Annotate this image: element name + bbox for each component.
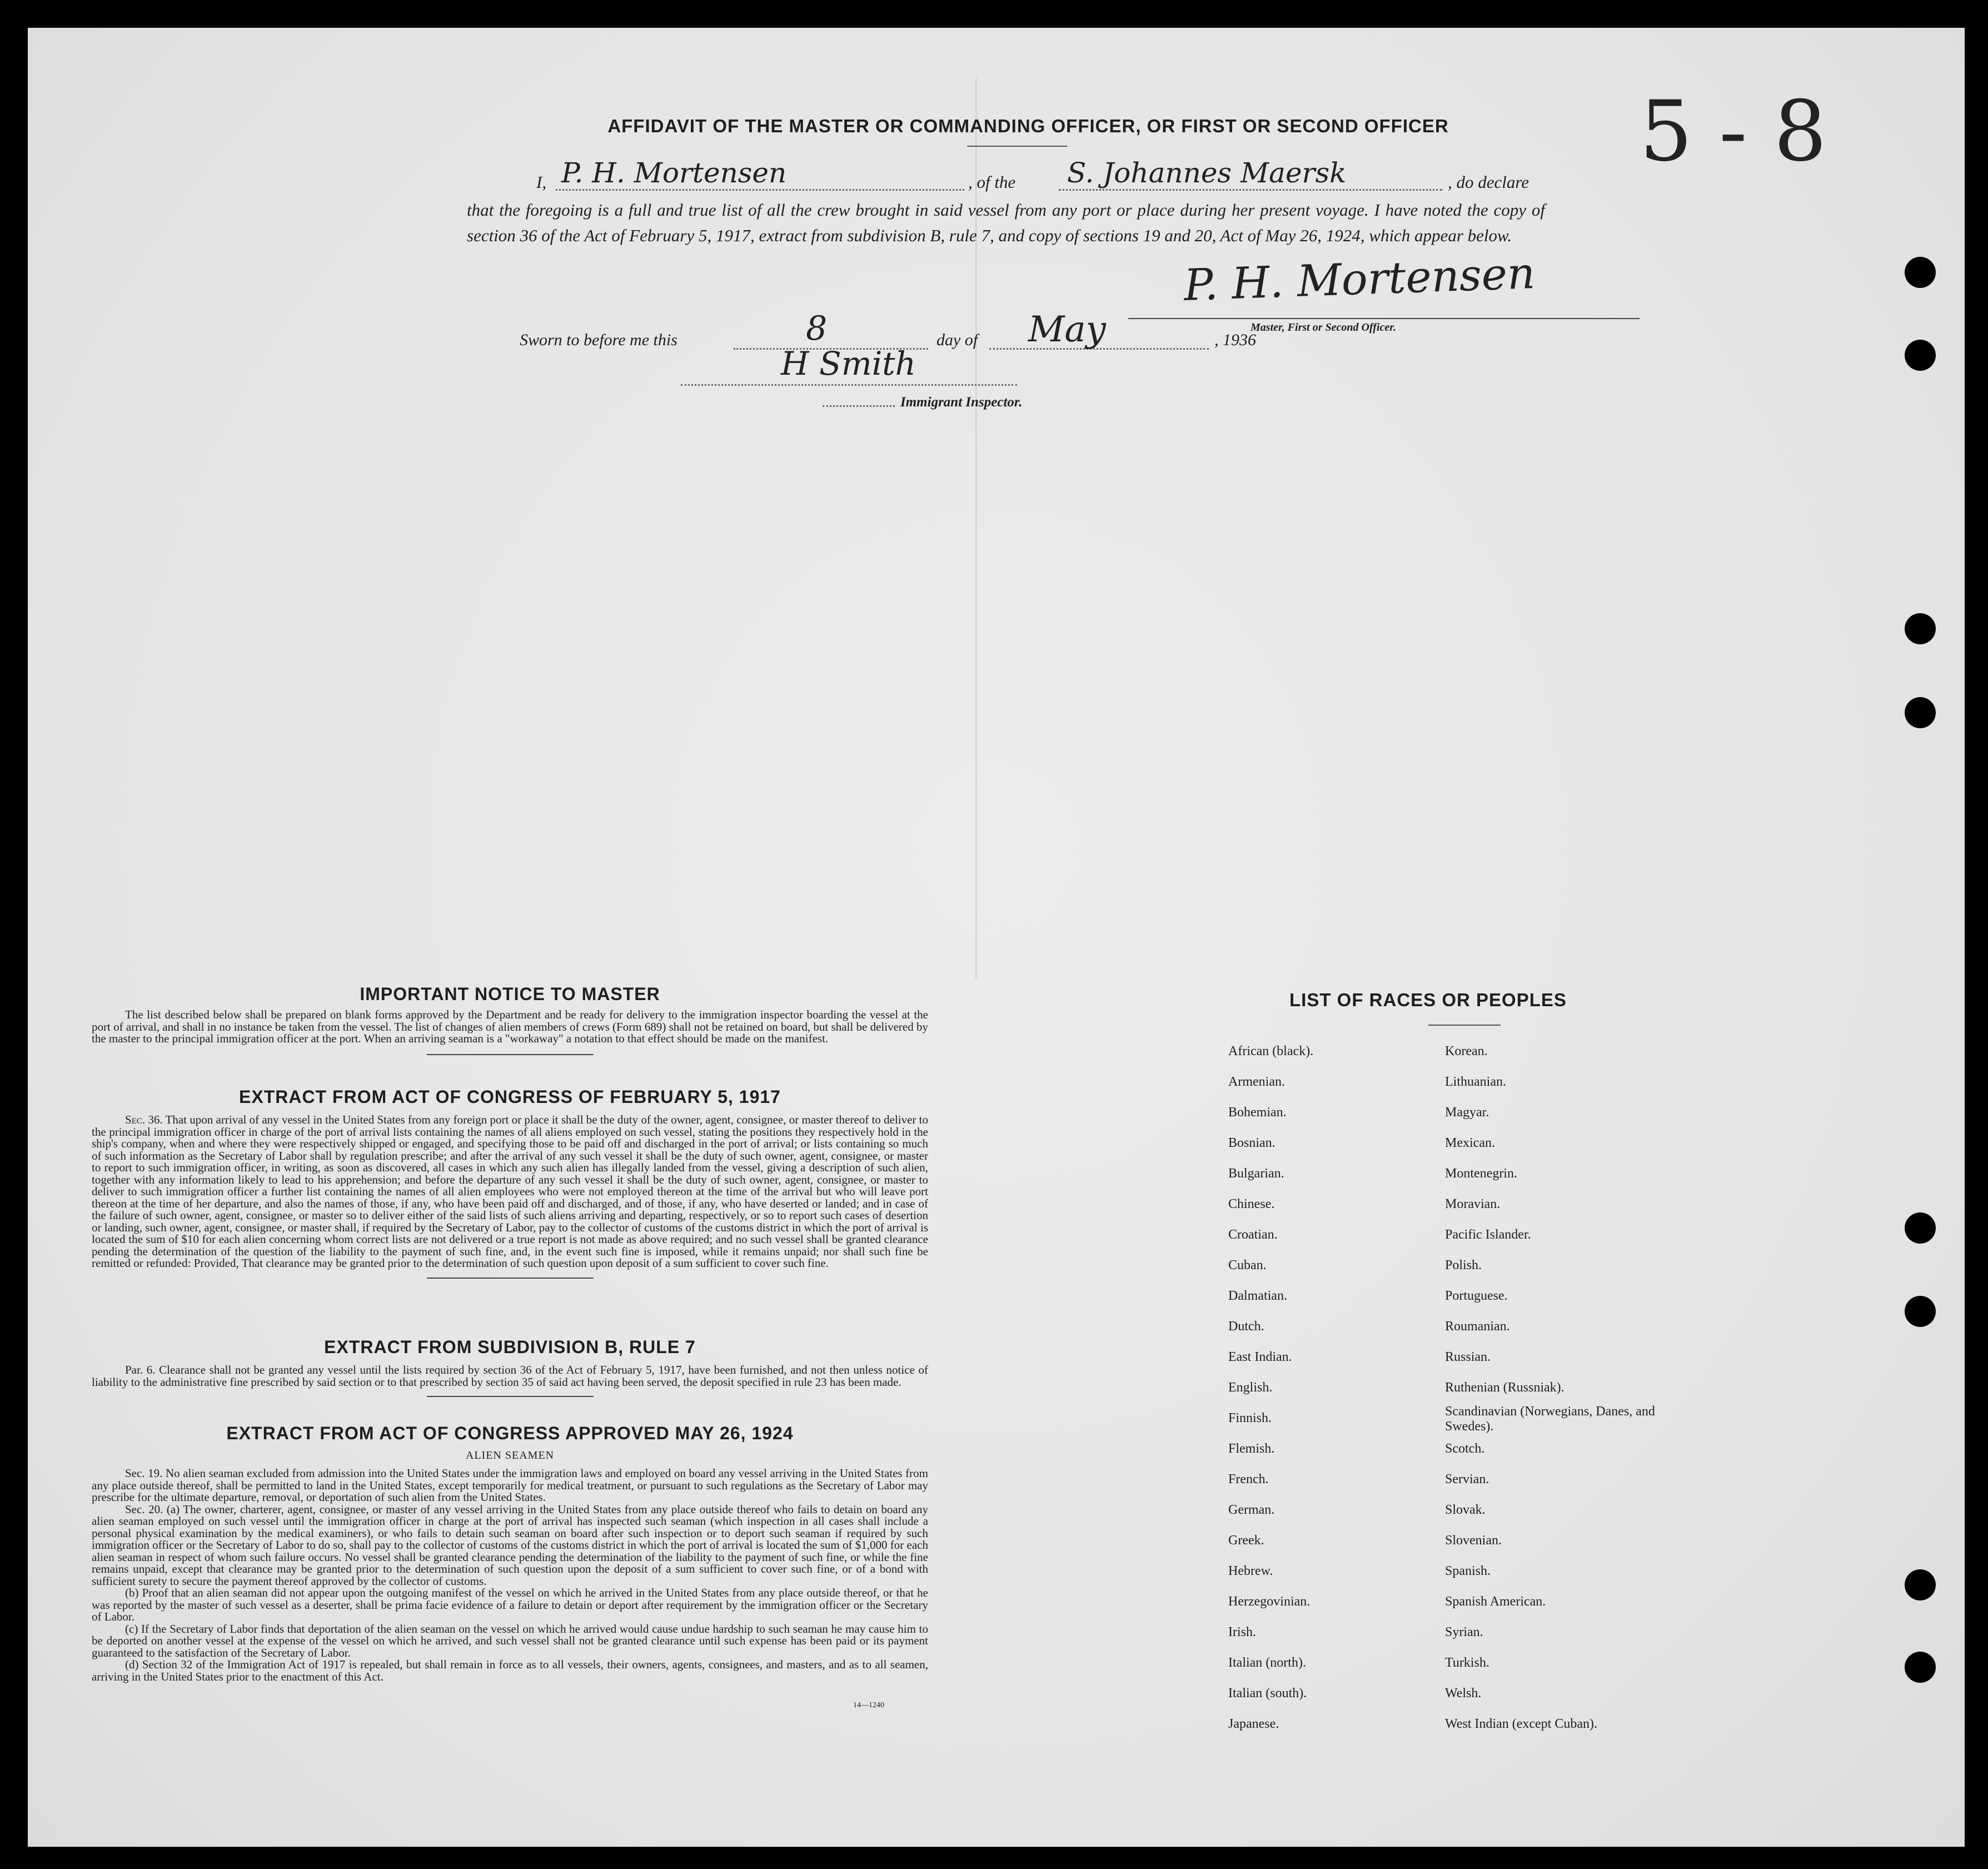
act-1917-title: EXTRACT FROM ACT OF CONGRESS OF FEBRUARY 5, 1917 bbox=[239, 1087, 781, 1107]
race-item: Greek. bbox=[1228, 1533, 1264, 1548]
punch-hole bbox=[1905, 613, 1936, 644]
race-item: Bohemian. bbox=[1228, 1105, 1287, 1120]
sec-20d-text: (d) Section 32 of the Immigration Act of 1917 is repealed, but shall remain in force as to all vessels, their owners, agents, consignees, and masters, and as to all seamen, arriving in the United States prior to the enactment of this Act. bbox=[92, 1658, 928, 1683]
race-item: Bosnian. bbox=[1228, 1136, 1275, 1150]
race-item: Finnish. bbox=[1228, 1411, 1272, 1425]
race-item: Scandinavian (Norwegians, Danes, and Swedes). bbox=[1445, 1404, 1655, 1434]
race-item: Syrian. bbox=[1445, 1625, 1483, 1639]
sworn-label: Sworn to before me this bbox=[520, 331, 677, 349]
race-item: Lithuanian. bbox=[1445, 1075, 1506, 1089]
race-item: Moravian. bbox=[1445, 1197, 1501, 1211]
notice-section bbox=[92, 984, 928, 1055]
race-item: Herzegovinian. bbox=[1228, 1594, 1311, 1609]
race-item: Polish. bbox=[1445, 1258, 1482, 1272]
affidavit-body-text: that the foregoing is a full and true list of all the crew brought in said vessel from any port or place during her present voyage. I have noted the copy of section 36 of the Act of February 5, 1917, extract from subdivision B, rule 7, and copy of sections 19 and 20, Act of May 26, 1924, which appear below. bbox=[467, 200, 1545, 245]
race-item: West Indian (except Cuban). bbox=[1445, 1717, 1597, 1731]
race-item: East Indian. bbox=[1228, 1350, 1292, 1364]
inspector-signature: H Smith bbox=[781, 345, 916, 382]
punch-hole bbox=[1905, 1296, 1936, 1327]
act-1917-body: That upon arrival of any vessel in the United States from any foreign port or place it shall be the duty of the owner, agent, consignee, or master thereof to deliver to the principal immigration officer in charge of the port of arrival lists containing the names of all aliens employed on such vessel, stating the positions they respectively hold in the ship's company, when and where they were respectively shipped or engaged, and specifying those to be paid off and discharged in the port of arrival; or lists containing so much of such information as the Secretary of Labor shall by regulation prescribe; and after the arrival of any such vessel it shall be the duty of such owner, agent, consignee, or master to report to such immigration officer, in writing, as soon as discovered, all cases in which any such alien has illegally landed from the vessel, giving a description of such alien, together with any information likely to lead to his apprehension; and before the departure of any such vessel it shall be the duty of such owner, agent, consignee, or master to deliver to such immigration officer a further list containing the names of all alien employees who were not employed thereon at the time of the arrival but who will leave port thereon at the time of her departure, and also the names of those, if any, who have been paid off and discharged, and of those, if any, who have deserted or landed; and in case of the failure of such owner, agent, consignee, or master so to deliver either of the said lists of such aliens arriving and departing, respectively, or so to report such cases of desertion or landing, such owner, agent, consignee, or master shall, if required by the Secretary of Labor, pay to the collector of customs of the customs district in which the port of arrival is located the sum of $10 for each alien concerning whom correct lists are not delivered or a true report is not made as above required; and no such vessel shall be granted clearance pending the determination of the question of the liability to the payment of such fine, and, in the event such fine is imposed, while it remains unpaid; nor shall such fine be remitted or refunded: Provided, That clearance may be granted prior to the determination of such question upon deposit of a sum sufficient to cover such fine. bbox=[92, 1113, 928, 1270]
punch-hole bbox=[1905, 1569, 1936, 1600]
race-item: Spanish American. bbox=[1445, 1594, 1546, 1609]
punch-hole bbox=[1905, 340, 1936, 371]
race-item: Spanish. bbox=[1445, 1564, 1491, 1578]
act-1917-sec-label: Sec. 36. bbox=[125, 1113, 163, 1126]
act-1924-text bbox=[92, 1468, 928, 1683]
act-1924-subtitle: ALIEN SEAMEN bbox=[465, 1449, 555, 1462]
section-rule bbox=[427, 1396, 594, 1397]
act-1924-title: EXTRACT FROM ACT OF CONGRESS APPROVED MAY 26, 1924 bbox=[226, 1423, 794, 1443]
race-item: French. bbox=[1228, 1472, 1269, 1487]
section-rule bbox=[427, 1278, 594, 1279]
race-item: Servian. bbox=[1445, 1472, 1489, 1487]
punch-hole bbox=[1905, 1652, 1936, 1683]
inspector-label: Immigrant Inspector. bbox=[900, 395, 1023, 410]
affidavit-i-label: I, bbox=[536, 172, 547, 192]
races-title: LIST OF RACES OR PEOPLES bbox=[1289, 990, 1567, 1010]
form-number: 14—1240 bbox=[853, 1701, 884, 1709]
handwritten-page-number: 5 - 8 bbox=[1640, 83, 1827, 180]
race-item: Dutch. bbox=[1228, 1319, 1264, 1334]
rule-7-title: EXTRACT FROM SUBDIVISION B, RULE 7 bbox=[324, 1337, 696, 1357]
race-item: Welsh. bbox=[1445, 1686, 1482, 1701]
day-of-label: day of bbox=[936, 331, 978, 349]
race-item: Chinese. bbox=[1228, 1197, 1275, 1211]
race-item: Italian (north). bbox=[1228, 1656, 1306, 1670]
sec-20b-text: (b) Proof that an alien seaman did not appear upon the outgoing manifest of the vessel on which he arrived in the United States from any place outside thereof, or that he was reported by the master of such vessel as a deserter, shall be prima facie evidence of a failure to detain or deport after requirement by the immigration officer or the Secretary of Labor. bbox=[92, 1586, 928, 1623]
rule-7-section bbox=[92, 1337, 928, 1397]
race-item: Slovak. bbox=[1445, 1503, 1486, 1517]
sec-19-text: Sec. 19. No alien seaman excluded from admission into the United States under the immigration laws and employed on board any vessel arriving in the United States from any place outside thereof, shall be permitted to land in the United States, except temporarily for medical treatment, or pursuant to such regulations as the Secretary of Labor may prescribe for the ultimate departure, removal, or deportation of such alien from the United States. bbox=[92, 1467, 928, 1504]
declare-label: , do declare bbox=[1448, 172, 1529, 192]
race-item: Japanese. bbox=[1228, 1717, 1279, 1731]
sec-20c-text: (c) If the Secretary of Labor finds that deportation of the alien seaman on the vessel on which he arrived would cause undue hardship to such seaman he may cause him to be deported on another vessel at the expense of the vessel on which he arrived, and such vessel shall not be granted clearance until such expense has been paid or its payment guaranteed to the satisfaction of the Secretary of Labor. bbox=[92, 1622, 928, 1659]
race-item: Croatian. bbox=[1228, 1227, 1278, 1242]
race-item: Bulgarian. bbox=[1228, 1166, 1284, 1181]
race-item: Cuban. bbox=[1228, 1258, 1267, 1272]
inspector-dots bbox=[823, 392, 895, 407]
act-1917-section bbox=[92, 1087, 928, 1279]
race-item: Pacific Islander. bbox=[1445, 1227, 1531, 1242]
race-item: Mexican. bbox=[1445, 1136, 1495, 1150]
sworn-year: , 1936 bbox=[1214, 331, 1256, 349]
race-item: Dalmatian. bbox=[1228, 1289, 1287, 1303]
punch-hole bbox=[1905, 697, 1936, 728]
race-item: Italian (south). bbox=[1228, 1686, 1307, 1701]
race-item: Russian. bbox=[1445, 1350, 1491, 1364]
rule-7-text: Par. 6. Clearance shall not be granted any vessel until the lists required by section 36 of the Act of February 5, 1917, have been furnished, and not then unless notice of liability to the administrative fine prescribed by said section or to that prescribed by section 35 of said act having been served, the deposit specified in rule 23 has been made. bbox=[92, 1363, 928, 1389]
race-item: Hebrew. bbox=[1228, 1564, 1273, 1578]
race-item: Magyar. bbox=[1445, 1105, 1489, 1120]
act-1924-section bbox=[92, 1423, 928, 1683]
race-item: Armenian. bbox=[1228, 1075, 1285, 1089]
of-the-label: , of the bbox=[968, 172, 1016, 192]
signature-caption: Master, First or Second Officer. bbox=[1250, 321, 1396, 334]
notice-text: The list described below shall be prepared on blank forms approved by the Department and be ready for delivery to the immigration inspector boarding the vessel at the port of arrival, and shall in no instance be taken from the vessel. The list of changes of alien members of crews (Form 689) shall not be retained on board, but shall be delivered by the master to the principal immigration officer at the port. When an arriving seaman is a "workaway" a notation to that effect should be made on the manifest. bbox=[92, 1008, 928, 1045]
race-item: Montenegrin. bbox=[1445, 1166, 1517, 1181]
master-name-handwriting: P. H. Mortensen bbox=[561, 157, 787, 189]
notice-title: IMPORTANT NOTICE TO MASTER bbox=[360, 984, 660, 1004]
affidavit-title: AFFIDAVIT OF THE MASTER OR COMMANDING OFFICER, OR FIRST OR SECOND OFFICER bbox=[607, 116, 1449, 136]
section-rule bbox=[427, 1054, 594, 1055]
race-item: African (black). bbox=[1228, 1044, 1314, 1058]
race-item: Slovenian. bbox=[1445, 1533, 1502, 1548]
race-item: Roumanian. bbox=[1445, 1319, 1510, 1334]
races-rule bbox=[1428, 1025, 1501, 1026]
sec-20a-text: Sec. 20. (a) The owner, charterer, agent, consignee, or master of any vessel arriving in the United States from any place outside thereof who fails to detain on board any alien seaman employed on such vessel until the immigration officer in charge at the port of arrival has inspected such seaman (which inspection in all cases shall include a personal physical examination by the medical examiners), or who fails to detain such seaman on board after such inspection or to deport such seaman if required by such immigration officer or the Secretary of Labor to do so, shall pay to the collector of customs of the customs district in which the port of arrival is located the sum of $1,000 for each alien seaman in respect of whom such failure occurs. No vessel shall be granted clearance pending the determination of the liability to the payment of such fine, or while the fine remains unpaid, except that clearance may be granted prior to the determination of such question upon the deposit of a sum sufficient to cover such fine, or of a bond with sufficient surety to secure the payment thereof approved by the collector of customs. bbox=[92, 1502, 928, 1588]
punch-hole bbox=[1905, 1212, 1936, 1244]
punch-hole bbox=[1905, 257, 1936, 288]
race-item: German. bbox=[1228, 1503, 1275, 1517]
race-item: Flemish. bbox=[1228, 1441, 1275, 1456]
race-item: Turkish. bbox=[1445, 1656, 1489, 1670]
title-rule bbox=[967, 146, 1067, 147]
vessel-name-handwriting: S. Johannes Maersk bbox=[1067, 157, 1347, 189]
race-item: Korean. bbox=[1445, 1044, 1488, 1058]
signature-line bbox=[1128, 318, 1640, 319]
race-item: English. bbox=[1228, 1380, 1273, 1395]
race-item: Ruthenian (Russniak). bbox=[1445, 1380, 1565, 1395]
sworn-day-handwriting: 8 bbox=[806, 309, 828, 348]
race-item: Irish. bbox=[1228, 1625, 1256, 1639]
act-1917-text bbox=[92, 1114, 928, 1270]
sworn-month-handwriting: May bbox=[1028, 309, 1106, 350]
master-signature: P. H. Mortensen bbox=[1183, 248, 1536, 311]
race-item: Portuguese. bbox=[1445, 1289, 1508, 1303]
race-item: Scotch. bbox=[1445, 1441, 1485, 1456]
